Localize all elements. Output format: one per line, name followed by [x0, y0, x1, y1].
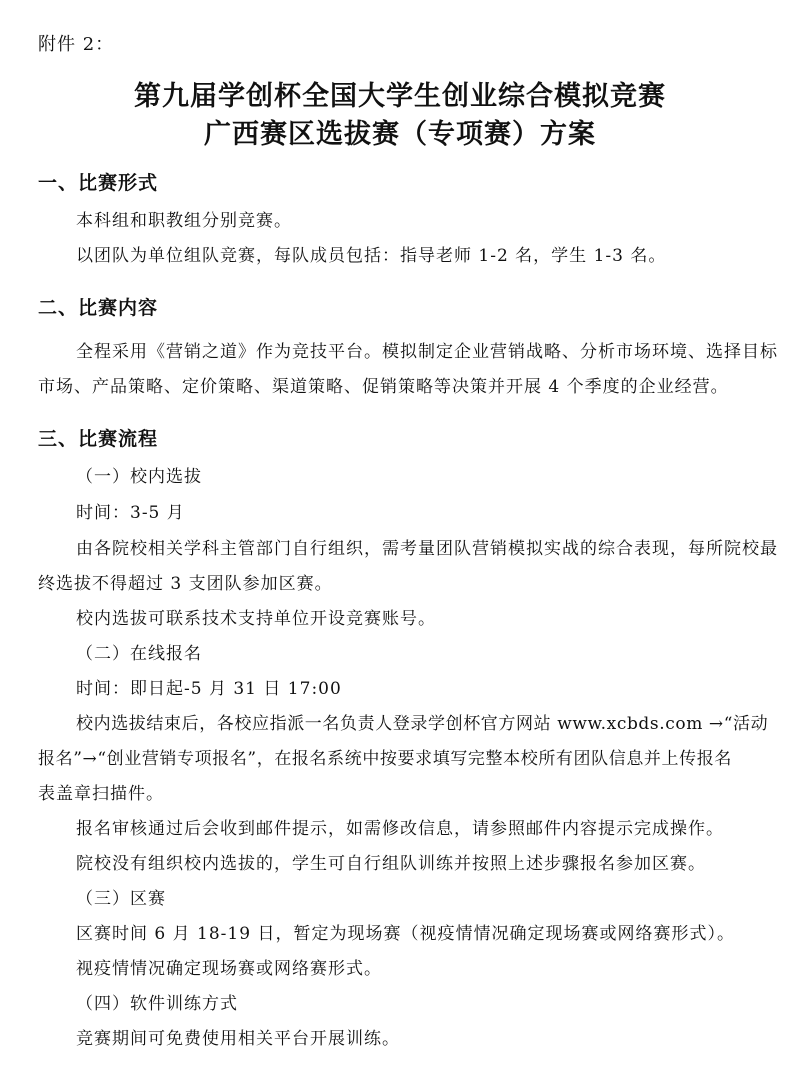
paragraph: 校内选拔可联系技术支持单位开设竞赛账号。 [76, 609, 436, 629]
subsection-heading: （三）区赛 [76, 889, 166, 909]
paragraph: 时间：3-5 月 [76, 503, 185, 523]
paragraph: 报名审核通过后会收到邮件提示，如需修改信息，请参照邮件内容提示完成操作。 [76, 819, 724, 839]
section-heading-format: 一、比赛形式 [38, 172, 159, 194]
paragraph: 竞赛期间可免费使用相关平台开展训练。 [76, 1029, 400, 1049]
paragraph: 全程采用《营销之道》作为竞技平台。模拟制定企业营销战略、分析市场环境、选择目标 [76, 342, 778, 362]
subsection-heading: （一）校内选拔 [76, 467, 202, 487]
paragraph: 院校没有组织校内选拔的，学生可自行组队训练并按照上述步骤报名参加区赛。 [76, 854, 706, 874]
paragraph: 由各院校相关学科主管部门自行组织，需考量团队营销模拟实战的综合表现，每所院校最 [76, 539, 778, 559]
paragraph: 区赛时间 6 月 18-19 日，暂定为现场赛（视疫情情况确定现场赛或网络赛形式）。 [76, 924, 735, 944]
paragraph: 终选拔不得超过 3 支团队参加区赛。 [38, 574, 333, 594]
paragraph: 报名”→“创业营销专项报名”，在报名系统中按要求填写完整本校所有团队信息并上传报名 [38, 749, 732, 769]
attachment-label: 附件 2： [38, 34, 115, 55]
section-heading-content: 二、比赛内容 [38, 297, 159, 319]
paragraph: 表盖章扫描件。 [38, 784, 164, 804]
paragraph: 校内选拔结束后，各校应指派一名负责人登录学创杯官方网站 www.xcbds.com →“活动 [76, 714, 769, 734]
paragraph: 时间：即日起-5 月 31 日 17:00 [76, 679, 342, 699]
document-title-line-1: 第九届学创杯全国大学生创业综合模拟竞赛 [134, 81, 666, 112]
paragraph: 以团队为单位组队竞赛，每队成员包括：指导老师 1-2 名，学生 1-3 名。 [76, 246, 667, 266]
paragraph: 视疫情情况确定现场赛或网络赛形式。 [76, 959, 382, 979]
document-title-line-2: 广西赛区选拔赛（专项赛）方案 [204, 119, 596, 150]
paragraph: 本科组和职教组分别竞赛。 [76, 211, 292, 231]
section-heading-process: 三、比赛流程 [38, 428, 159, 450]
subsection-heading: （四）软件训练方式 [76, 994, 238, 1014]
subsection-heading: （二）在线报名 [76, 644, 202, 664]
paragraph: 市场、产品策略、定价策略、渠道策略、促销策略等决策并开展 4 个季度的企业经营。 [38, 377, 729, 397]
